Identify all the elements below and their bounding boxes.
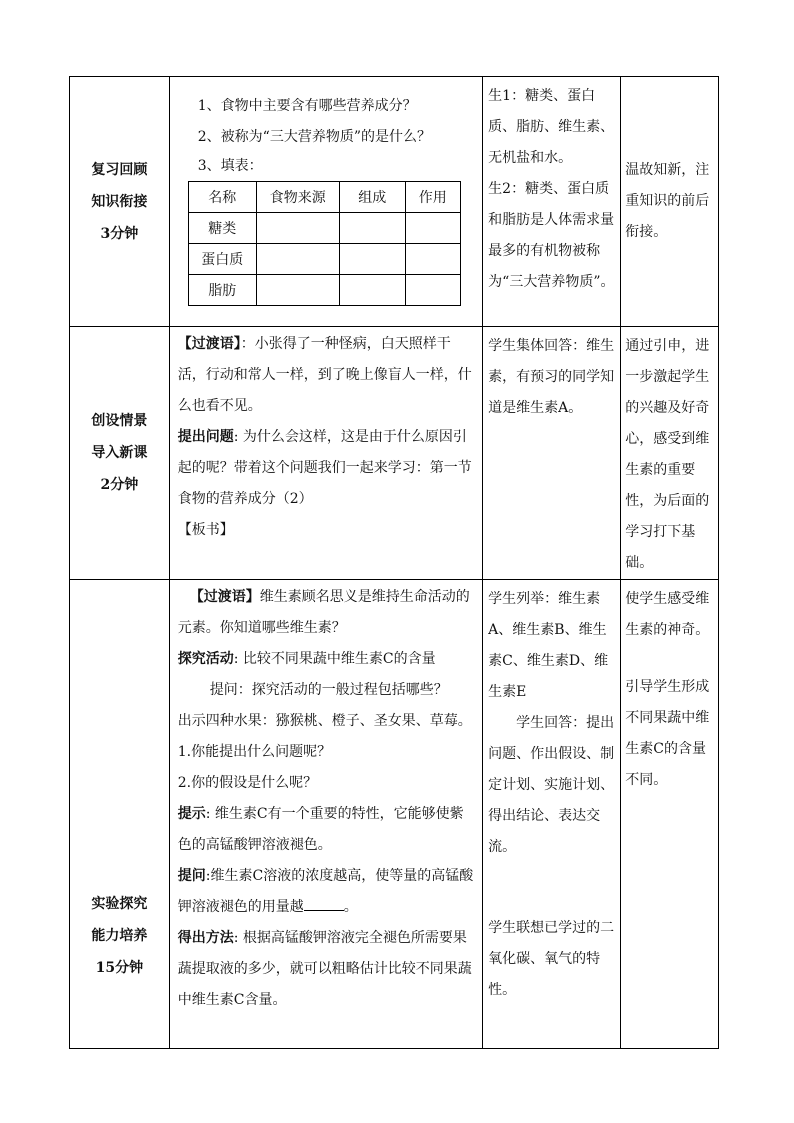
design-intent-a: 使学生感受维生素的神奇。	[625, 591, 710, 638]
question-3: 3、填表：	[197, 158, 263, 174]
transition-label: 【过渡语】	[177, 336, 241, 352]
row-label: 蛋白质	[188, 244, 256, 275]
student-answer-1: 生1：糖类、蛋白质、脂肪、维生素、无机盐和水。	[488, 88, 615, 166]
teacher-activity-cell	[169, 580, 482, 1049]
stage-duration: 2分钟	[100, 477, 139, 493]
blank-cell	[339, 275, 405, 306]
transition-text: 维生素顾名思义是维持生命活动的元素。你知道哪些维生素？	[177, 589, 470, 636]
stage-title: 复习回顾	[91, 161, 148, 178]
student-activity-cell	[483, 580, 621, 1049]
student-list: 学生列举：维生素A、维生素B、维生素C、维生素D、维生素E	[488, 591, 609, 700]
table-row	[70, 77, 719, 327]
student-answer: 学生集体回答：维生素，有预习的同学知道是维生素A。	[488, 338, 615, 416]
board-note: 【板书】	[177, 522, 234, 538]
ask-label: 提问	[177, 868, 206, 884]
hint-text: : 维生素C有一个重要的特性，它能够使紫色的高锰酸钾溶液褪色。	[177, 806, 464, 853]
header-function: 作用	[405, 182, 460, 213]
blank-cell	[256, 275, 339, 306]
ask-end: 。	[343, 899, 358, 915]
transition-paragraph	[178, 329, 476, 422]
method-paragraph	[178, 923, 476, 1016]
student-activity-cell	[483, 77, 621, 327]
student-activity-cell	[483, 327, 621, 580]
student-answer-2: 生2：糖类、蛋白质和脂肪是人体需求量最多的有机物被称为“三大营养物质”。	[488, 181, 615, 290]
question-1: 1.你能提出什么问题呢？	[177, 744, 332, 760]
blank-cell	[339, 244, 405, 275]
stage-title: 实验探究	[91, 896, 148, 912]
header-composition: 组成	[339, 182, 405, 213]
teacher-activity-cell	[169, 77, 482, 327]
stage-cell	[70, 580, 170, 1049]
blank-cell	[256, 244, 339, 275]
table-row	[188, 275, 460, 306]
stage-duration: 15分钟	[95, 960, 144, 976]
explore-paragraph	[178, 644, 476, 675]
question-2: 2、被称为“三大营养物质”的是什么？	[197, 129, 431, 145]
blank-cell	[405, 244, 460, 275]
fill-blank	[304, 896, 344, 911]
design-intent-b: 引导学生形成不同果蔬中维生素C的含量不同。	[625, 679, 710, 788]
explore-text: : 比较不同果蔬中维生素C的含量	[233, 651, 436, 667]
transition-paragraph	[178, 582, 476, 644]
hint-label: 提示	[177, 806, 206, 822]
stage-title: 创设情景	[91, 413, 148, 429]
table-row	[70, 580, 719, 1049]
question-label: 提出问题	[177, 429, 234, 445]
blank-cell	[405, 213, 460, 244]
ask-process: 提问：探究活动的一般过程包括哪些？	[209, 682, 448, 698]
question-text: : 为什么会这样，这是由于什么原因引起的呢？带着这个问题我们一起来学习：第一节 食物的营养成分（2）	[177, 429, 472, 507]
question-1: 1、食物中主要含有哪些营养成分？	[197, 98, 417, 114]
method-text: : 根据高锰酸钾溶液完全褪色所需要果蔬提取液的多少，就可以粗略估计比较不同果蔬中维生素C含量。	[177, 930, 472, 1008]
teacher-activity-cell	[169, 327, 482, 580]
stage-subtitle: 导入新课	[91, 445, 148, 461]
table-row	[188, 182, 460, 213]
table-row	[188, 213, 460, 244]
header-name: 名称	[188, 182, 256, 213]
transition-text: ：小张得了一种怪病，白天照样干活，行动和常人一样，到了晚上像盲人一样，什么也看不见。	[177, 336, 472, 414]
design-intent-cell	[621, 77, 719, 327]
stage-cell	[70, 77, 170, 327]
student-answer: 学生回答：提出问题、作出假设、制定计划、实施计划、得出结论、表达交流。	[488, 715, 615, 855]
hint-paragraph	[178, 799, 476, 861]
lesson-plan-page	[69, 76, 719, 1049]
student-recall: 学生联想已学过的二氧化碳、氧气的特性。	[488, 920, 615, 998]
row-label: 糖类	[188, 213, 256, 244]
nutrient-fill-table	[188, 181, 461, 306]
transition-label: 【过渡语】	[189, 589, 260, 605]
design-intent-cell	[621, 580, 719, 1049]
stage-subtitle: 能力培养	[91, 928, 148, 944]
design-intent-cell	[621, 327, 719, 580]
row-label: 脂肪	[188, 275, 256, 306]
blank-cell	[405, 275, 460, 306]
table-row	[70, 327, 719, 580]
stage-subtitle: 知识衔接	[91, 193, 148, 210]
ask-text: :维生素C溶液的浓度越高，使等量的高锰酸钾溶液褪色的用量越	[177, 868, 474, 915]
lesson-plan-table	[69, 76, 719, 1049]
explore-label: 探究活动	[177, 651, 234, 667]
design-intent: 通过引申，进一步激起学生的兴趣及好奇心，感受到维生素的重要性，为后面的学习打下基础。	[625, 338, 710, 571]
question-paragraph	[178, 422, 476, 515]
method-label: 得出方法	[177, 930, 234, 946]
question-2: 2.你的假设是什么呢？	[177, 775, 318, 791]
fruit-list: 出示四种水果：猕猴桃、橙子、圣女果、草莓。	[177, 713, 472, 729]
ask-concentration	[178, 861, 476, 923]
design-intent: 温故知新，注重知识的前后衔接。	[625, 162, 710, 240]
header-source: 食物来源	[256, 182, 339, 213]
stage-duration: 3分钟	[100, 225, 139, 242]
stage-cell	[70, 327, 170, 580]
blank-cell	[339, 213, 405, 244]
blank-cell	[256, 213, 339, 244]
table-row	[188, 244, 460, 275]
